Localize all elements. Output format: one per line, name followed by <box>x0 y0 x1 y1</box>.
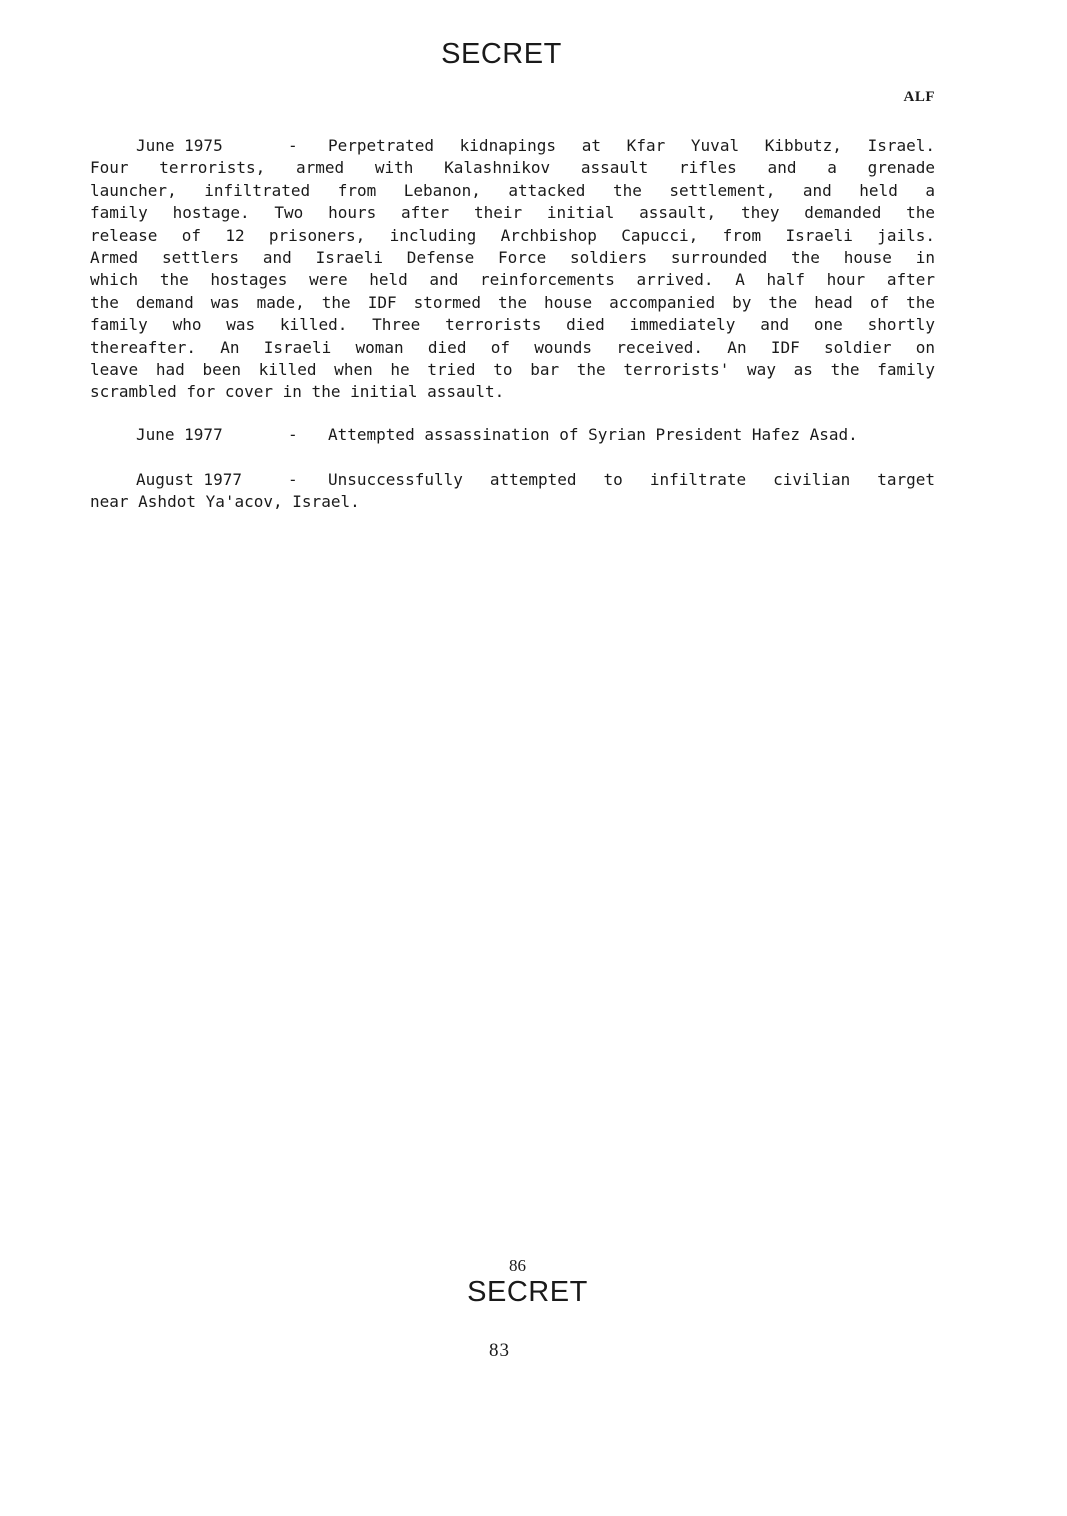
entry-first-line <box>90 424 935 446</box>
entry-text-line: family who was killed. Three terrorists died immediately and one shortly <box>90 315 935 335</box>
entry-text-line: leave had been killed when he tried to bar the terrorists' way as the family <box>90 359 935 379</box>
page-number-original: 86 <box>509 1256 526 1275</box>
entry-date: June 1975 <box>136 136 223 155</box>
entry-text-line: thereafter. An Israeli woman died of wounds received. An IDF soldier on <box>90 337 935 357</box>
entry-date: June 1977 <box>136 425 223 444</box>
entry-text-line: near Ashdot Ya'acov, Israel. <box>90 492 360 512</box>
classification-header: SECRET <box>441 38 562 70</box>
entry-text-line: the demand was made, the IDF stormed the house accompanied by the head of the <box>90 292 935 312</box>
entry-text-line: family hostage. Two hours after their initial assault, they demanded the <box>90 203 935 223</box>
entry-august-1977 <box>90 469 935 514</box>
group-code: ALF <box>903 89 935 105</box>
entry-description: Attempted assassination of Syrian President Hafez Asad. <box>328 425 858 444</box>
entry-dash: - <box>288 136 298 155</box>
entry-text-line: release of 12 prisoners, including Archbishop Capucci, from Israeli jails. <box>90 225 935 245</box>
entry-text-line: Armed settlers and Israeli Defense Force soldiers surrounded the house in <box>90 247 935 267</box>
entry-text-line: Four terrorists, armed with Kalashnikov assault rifles and a grenade <box>90 158 935 178</box>
entry-first-line <box>90 135 935 157</box>
entry-text-line: launcher, infiltrated from Lebanon, attacked the settlement, and held a <box>90 180 935 200</box>
entry-description: Unsuccessfully attempted to infiltrate civilian target <box>328 470 935 489</box>
entry-text-line: which the hostages were held and reinforcements arrived. A half hour after <box>90 270 935 290</box>
entry-description: Perpetrated kidnapings at Kfar Yuval Kibbutz, Israel. <box>328 136 935 155</box>
entry-dash: - <box>288 470 298 489</box>
entry-june-1977 <box>90 424 935 446</box>
entry-june-1975 <box>90 135 935 404</box>
entry-date: August 1977 <box>136 470 242 489</box>
entry-first-line <box>90 469 935 491</box>
entry-text-line: scrambled for cover in the initial assault. <box>90 382 505 402</box>
classification-footer: SECRET <box>467 1276 588 1308</box>
entry-dash: - <box>288 425 298 444</box>
page-number: 83 <box>489 1340 510 1361</box>
